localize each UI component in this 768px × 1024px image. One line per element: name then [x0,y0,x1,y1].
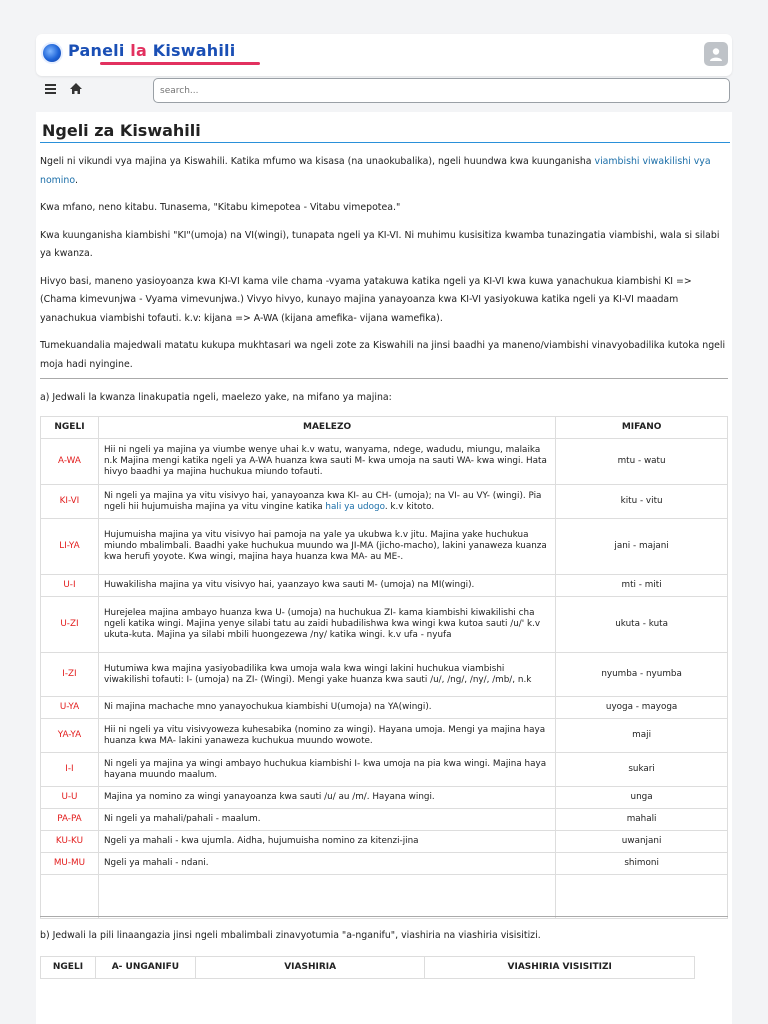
table-row [41,485,728,519]
viashiria-table [40,956,695,979]
table-row [41,809,728,831]
ngeli-cell: KU-KU [41,831,99,853]
maelezo-text: Ni ngeli ya majina ya vitu visivyo hai, yanayoanza kwa KI- au CH- (umoja); na VI- au VY- (wingi). Pia ngeli hii hujumuisha majina ya vitu vingine katika [103,490,542,512]
mifano-cell: mti - miti [556,575,728,597]
logo-globe-icon[interactable] [41,42,63,64]
mifano-cell: ukuta - kuta [556,597,728,653]
table-row [41,519,728,575]
maelezo-cell: Hutumiwa kwa majina yasiyobadilika kwa umoja wala kwa wingi lakini huchukua viambishi viwakilishi tofauti: I- (umoja) na ZI- (Wingi). Mengi yake huanza kwa sauti /u/, /ng/, /ny/, /mb/, n.k [98,653,555,697]
empty-cell [98,875,555,919]
table-row [41,697,728,719]
table-row [41,439,728,485]
maelezo-cell: Hii ni ngeli ya vitu visivyoweza kuhesabika (nomino za wingi). Hayana umoja. Mengi ya majina haya huanza kwa MA- lakini yanaweza kuchukua muundo wowote. [98,719,555,753]
mifano-cell: kitu - vitu [556,485,728,519]
logo-tail: Kiswahili [152,41,236,60]
content-card [36,112,732,1024]
ngeli-cell: U-ZI [41,597,99,653]
ngeli-cell: MU-MU [41,853,99,875]
mifano-cell: unga [556,787,728,809]
intro-text [40,153,728,383]
section-divider [40,378,728,379]
ngeli-cell: LI-YA [41,519,99,575]
col2-viashiria-visisitizi: VIASHIRIA VISISITIZI [425,957,695,979]
mifano-cell: mtu - watu [556,439,728,485]
table-row [41,719,728,753]
paragraph-1-text: Ngeli ni vikundi vya majina ya Kiswahili. Katika mfumo wa kisasa (na unaokubalika), ngeli huundwa kwa kuunganisha [40,156,595,167]
mifano-cell: uyoga - mayoga [556,697,728,719]
maelezo-cell: Ni ngeli ya majina ya wingi ambayo huchukua kiambishi I- kwa umoja na pia kwa wingi. Majina haya hayana muundo maalum. [98,753,555,787]
table-row [41,597,728,653]
paragraph-1 [40,153,728,190]
table-header-row [41,417,728,439]
paragraph-2: Kwa mfano, neno kitabu. Tunasema, "Kitabu kimepotea - Vitabu vimepotea." [40,202,401,213]
paragraph-3: Kwa kuunganisha kiambishi "KI"(umoja) na VI(wingi), tunapata ngeli ya KI-VI. Ni muhimu kusisitiza kwamba tunazingatia viambishi, wala si silabi ya kwanza. [40,229,720,259]
mifano-cell: shimoni [556,853,728,875]
nav-row [36,78,732,106]
maelezo-cell: Majina ya nomino za wingi yanayoanza kwa sauti /u/ au /m/. Hayana wingi. [98,787,555,809]
ngeli-cell: U-U [41,787,99,809]
maelezo-cell [98,485,555,519]
table-a-caption: a) Jedwali la kwanza linakupatia ngeli, maelezo yake, na mifano ya majina: [40,392,392,403]
table-row [41,575,728,597]
page-title: Ngeli za Kiswahili [42,121,201,140]
table-b-caption: b) Jedwali la pili linaangazia jinsi ngeli mbalimbali zinavyotumia "a-nganifu", viashiria na viashiria visisitizi. [40,930,541,941]
home-icon[interactable] [69,82,83,96]
ngeli-cell: I-I [41,753,99,787]
ngeli-cell: A-WA [41,439,99,485]
logo-main: Paneli [68,41,125,60]
maelezo-cell: Ni ngeli ya mahali/pahali - maalum. [98,809,555,831]
search-input[interactable] [153,78,730,103]
mifano-cell: mahali [556,809,728,831]
table2-header-row [41,957,695,979]
ngeli-cell: U-YA [41,697,99,719]
paragraph-5: Tumekuandalia majedwali matatu kukupa mukhtasari wa ngeli zote za Kiswahili na jinsi baadhi ya maneno/viambishi vinavyobadilika kutoka ngeli moja hadi nyingine. [40,340,726,370]
table-row [41,831,728,853]
hali-ya-udogo-link[interactable]: hali ya udogo [325,501,385,512]
col2-ngeli: NGELI [41,957,96,979]
mifano-cell: nyumba - nyumba [556,653,728,697]
maelezo-cell: Hujumuisha majina ya vitu visivyo hai pamoja na yale ya ukubwa k.v jitu. Majina yake huchukua miundo mbalimbali. Baadhi yake huchukua muundo wa JI-MA (jicho-macho), lakini yanaweza kuanza kwa herufi yoyote. Kwa wingi, majina haya huanza kwa MA- au ME-. [98,519,555,575]
table-row [41,853,728,875]
empty-cell [556,875,728,919]
ngeli-cell: PA-PA [41,809,99,831]
paragraph-4: Hivyo basi, maneno yasioyoanza kwa KI-VI kama vile chama -vyama yatakuwa katika ngeli ya KI-VI kwa kuwa yanachukua kiambishi KI => (Chama kimevunjwa - Vyama vimevunjwa.) Vivyo hivyo, kunayo majina yanayoanza kwa KI-VI yasiyokuwa katika ngeli ya KI-VI maadam yanachukua viambishi tofauti. k.v: kijana => A-WA (kijana amefika- vijana wamefika). [40,275,692,324]
table-row [41,653,728,697]
maelezo-cell: Hurejelea majina ambayo huanza kwa U- (umoja) na huchukua ZI- kama kiambishi kiwakilishi cha ngeli katika wingi. Majina yenye silabi tatu au zaidi hubadilishwa kwa wingi kwa kutoa sauti /u/' k.v ukuta-kuta. Majina ya silabi mbili huongezewa /ny/ katika wingi. k.v ufa - nyufa [98,597,555,653]
maelezo-cell: Hii ni ngeli ya majina ya viumbe wenye uhai k.v watu, wanyama, ndege, wadudu, miungu, malaika n.k Majina mengi katika ngeli ya A-WA huanza kwa sauti M- kwa umoja na sauti WA- kwa wingi. Hata hivyo baadhi ya majina huchukua miundo tofauti. [98,439,555,485]
col-ngeli: NGELI [41,417,99,439]
mifano-cell: uwanjani [556,831,728,853]
hamburger-menu-icon[interactable] [44,82,58,96]
table-row [41,753,728,787]
ngeli-cell: I-ZI [41,653,99,697]
mifano-cell: sukari [556,753,728,787]
user-icon [708,46,724,62]
empty-cell [41,875,99,919]
title-divider [40,142,730,143]
maelezo-cell: Ni majina machache mno yanayochukua kiambishi U(umoja) na YA(wingi). [98,697,555,719]
ngeli-cell: KI-VI [41,485,99,519]
top-header [36,34,732,76]
logo-underline [100,62,260,65]
maelezo-cell: Huwakilisha majina ya vitu visivyo hai, yaanzayo kwa sauti M- (umoja) na MI(wingi). [98,575,555,597]
paragraph-1-end: . [74,174,78,186]
maelezo-cell: Ngeli ya mahali - kwa ujumla. Aidha, hujumuisha nomino za kitenzi-jina [98,831,555,853]
logo-la: la [130,41,147,60]
mifano-cell: maji [556,719,728,753]
ngeli-cell: YA-YA [41,719,99,753]
col-mifano: MIFANO [556,417,728,439]
mifano-cell: jani - majani [556,519,728,575]
user-account-button[interactable] [704,42,728,66]
ngeli-table [40,416,728,919]
col2-a-unganifu: A- UNGANIFU [95,957,195,979]
section-divider-2 [40,916,728,917]
table-empty-row [41,875,728,919]
col-maelezo: MAELEZO [98,417,555,439]
table-row [41,787,728,809]
col2-viashiria: VIASHIRIA [195,957,425,979]
maelezo-text-end: . k.v kitoto. [384,501,435,512]
maelezo-cell: Ngeli ya mahali - ndani. [98,853,555,875]
site-logo[interactable] [68,41,235,60]
ngeli-cell: U-I [41,575,99,597]
viambishi-link[interactable]: viambishi viwakilishi vya nomino [40,156,711,186]
